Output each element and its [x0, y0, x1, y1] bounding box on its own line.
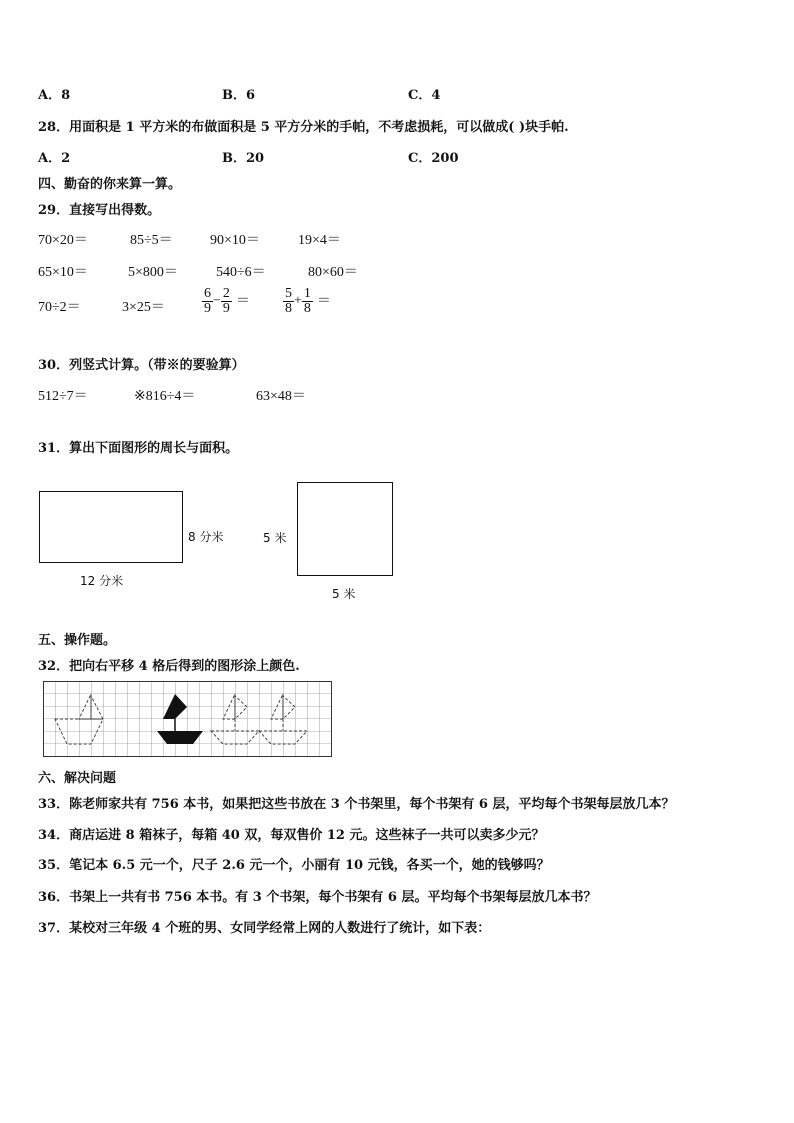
q29-title: 29．直接写出得数。 — [38, 203, 161, 218]
square-side-label: 5 米 — [263, 531, 287, 545]
q27-option-c: C．4 — [408, 88, 441, 103]
q27-option-a: A．8 — [38, 88, 71, 103]
square-figure — [297, 482, 393, 576]
q33-text: 33．陈老师家共有 756 本书，如果把这些书放在 3 个书架里，每个书架有 6 层，平均每个书架每层放几本？ — [38, 797, 675, 812]
q31-title: 31．算出下面图形的周长与面积。 — [38, 441, 239, 456]
q28-text: 28．用面积是 1 平方米的布做面积是 5 平方分米的手帕，不考虑损耗，可以做成( )块手帕. — [38, 120, 569, 135]
rectangle-height-label: 8 分米 — [188, 530, 224, 544]
rectangle-width-label: 12 分米 — [80, 574, 124, 588]
q30-item-1: 512÷7＝ — [38, 389, 88, 404]
q29-fraction-expr-1 — [202, 287, 250, 316]
section-6-heading: 六、解决问题 — [38, 771, 117, 786]
q36-text: 36．书架上一共有书 756 本书。有 3 个书架，每个书架有 6 层。平均每个书架每层放几本书？ — [38, 890, 597, 905]
q29-r2-c3: 540÷6＝ — [216, 265, 266, 280]
fraction-numerator: 1 — [303, 286, 311, 301]
q35-text: 35．笔记本 6.5 元一个，尺子 2.6 元一个，小丽有 10 元钱，各买一个，她的钱够吗？ — [38, 858, 550, 873]
q30-title: 30．列竖式计算。（带※的要验算） — [38, 358, 245, 373]
q29-r2-c1: 65×10＝ — [38, 265, 88, 280]
q29-r3-c1: 70÷2＝ — [38, 300, 81, 315]
q29-r1-c4: 19×4＝ — [298, 233, 341, 248]
q27-option-b: B．6 — [222, 88, 256, 103]
q29-r3-c2: 3×25＝ — [122, 300, 165, 315]
square-bottom-label: 5 米 — [332, 587, 356, 601]
fraction-numerator: 6 — [204, 286, 211, 301]
q29-r2-c4: 80×60＝ — [308, 265, 358, 280]
q29-r1-c2: 85÷5＝ — [130, 233, 173, 248]
q28-option-a: A．2 — [38, 151, 71, 166]
q28-option-b: B．20 — [222, 151, 265, 166]
fraction-numerator: 2 — [222, 286, 230, 301]
q29-r1-c1: 70×20＝ — [38, 233, 88, 248]
fraction-equals: ＝ — [235, 293, 250, 309]
section-5-heading: 五、操作题。 — [38, 633, 117, 648]
q29-r2-c2: 5×800＝ — [128, 265, 178, 280]
q29-r1-c3: 90×10＝ — [210, 233, 260, 248]
q30-item-3: 63×48＝ — [256, 389, 306, 404]
fraction-numerator: 5 — [285, 286, 292, 301]
fraction-equals: ＝ — [316, 293, 331, 309]
q28-option-c: C．200 — [408, 151, 459, 166]
q30-item-2: ※816÷4＝ — [134, 389, 196, 404]
q34-text: 34．商店运进 8 箱袜子，每箱 40 双，每双售价 12 元。这些袜子一共可以卖多少元？ — [38, 828, 545, 843]
fraction-denominator: 8 — [285, 301, 292, 316]
rectangle-figure — [39, 491, 183, 563]
q29-fraction-expr-2 — [283, 287, 331, 316]
section-4-heading: 四、勤奋的你来算一算。 — [38, 177, 182, 192]
q37-text: 37．某校对三年级 4 个班的男、女同学经常上网的人数进行了统计，如下表： — [38, 921, 491, 936]
fraction-denominator: 9 — [204, 301, 211, 316]
fraction-denominator: 8 — [303, 301, 311, 316]
fraction-denominator: 9 — [222, 301, 230, 316]
translation-grid — [43, 681, 335, 759]
q32-title: 32．把向右平移 4 格后得到的图形涂上颜色. — [38, 659, 300, 674]
fraction-operator: − — [213, 293, 221, 309]
fraction-operator: + — [294, 293, 302, 309]
